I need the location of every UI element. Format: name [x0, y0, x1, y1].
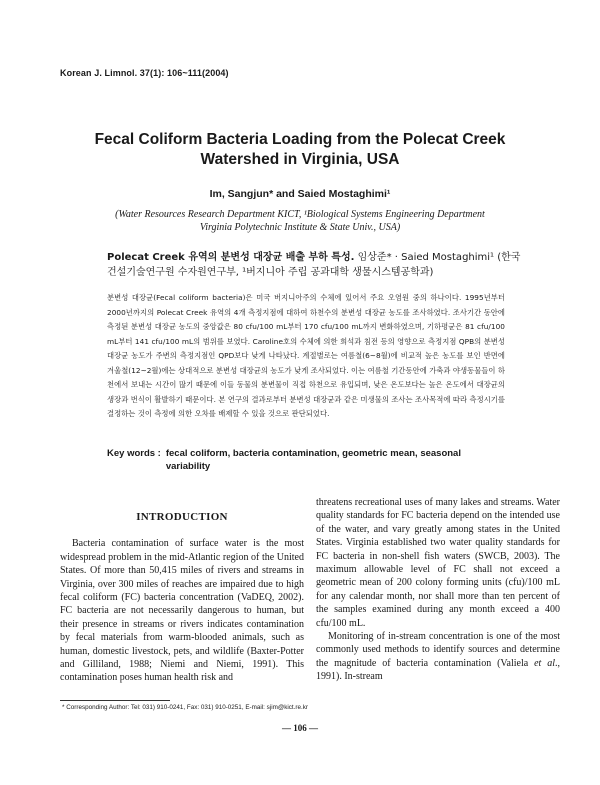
- keywords-text: fecal coliform, bacteria contamination, geometric mean, seasonal variability: [165, 448, 461, 472]
- korean-abstract: 분변성 대장균(Fecal coliform bacteria)은 미국 버지니아주의 수체에 있어서 주요 오염원 중의 하나이다. 1995년부터 2000년까지의 Polecat Creek 유역의 4개 측정지점에 대하여 하천수의 분변성 대장균 농도를 조사하였다. 조사기간 동안에 측정된 분변성 대장균 농도의 중앙값은 80 cfu/100 mL부터 170 cfu/100 mL까지 변화하였으며, 기하평균은 81 cfu/100 mL부터 141 cfu/100 mL의 범위를 보였다. Caroline호의 수체에 의한 희석과 침전 등의 영향으로 측정지점 QPB의 분변성 대장균 농도가 주변의 측정지점인 QPD보다 낮게 나타났다. 계절별로는 여름철(6~8월)에 비교적 높은 농도를 보인 반면에 겨울철(12~2월)에는 상대적으로 분변성 대장균의 농도가 낮게 조사되었다. 이는 여름철 기간동안에 가축과 야생동물들이 하천에서 보내는 시간이 많기 때문에 이들 동물의 분변물이 직접 하천으로 유입되며, 낮은 온도보다는 높은 온도에서 대장균의 생장과 번식이 활발하기 때문이다. 본 연구의 결과로부터 분변성 대장균과 같은 미생물의 조사는 조사목적에 따라 측정시기를 결정하는 것이 측정에 의한 오차를 배제할 수 있을 것으로 판단되었다.: [107, 293, 505, 418]
- section-heading-introduction: INTRODUCTION: [136, 511, 228, 523]
- title-line-2: Watershed in Virginia, USA: [200, 151, 400, 168]
- para2-etal: et al: [534, 657, 556, 669]
- keywords: [107, 447, 505, 473]
- para2-text: Monitoring of in-stream concentration is one of the most commonly used methods to identify sources and determine the magnitude of bacteria contamination (Valiela: [316, 631, 560, 669]
- para2-text-end: ., 1991). In-stream: [316, 657, 561, 683]
- affiliation-line-1: (Water Resources Research Department KICT, ¹Biological Systems Engineering Department: [115, 209, 485, 220]
- article-title: [60, 130, 540, 170]
- authors: Im, Sangjun* and Saied Mostaghimi¹: [209, 188, 391, 200]
- footnote-divider: [60, 700, 170, 701]
- korean-title-block: [107, 250, 527, 280]
- intro-paragraph-continued: threatens recreational uses of many lakes and streams. Water quality standards for FC bacteria depend on the intended use of the water, and vary greatly among states in the United States. Virginia established two water quality standards for FC bacteria in non-shell fish waters (SWCB, 2003). The maximum allowable level of FC shall not exceed a geometric mean of 200 colony forming units (cfu)/100 mL for any calendar month, nor shall more than ten percent of the samples examined during any month exceed a 400 cfu/100 mL.: [316, 497, 560, 629]
- korean-authors: 임상준* · Saied Mostaghimi¹ (한국건설기술연구원 수자원연구부, ¹버지니아 주립 공과대학 생물시스템공학과): [107, 252, 521, 278]
- korean-title: Polecat Creek 유역의 분변성 대장균 배출 부하 특성.: [107, 252, 355, 263]
- title-line-1: Fecal Coliform Bacteria Loading from the Polecat Creek: [94, 131, 506, 148]
- footnote: * Corresponding Author: Tel: 031) 910-0241, Fax: 031) 910-0251, E-mail: sjim@kict.re.kr: [62, 704, 309, 711]
- left-column: [60, 496, 304, 685]
- affiliation-line-2: Virginia Polytechnic Institute & State Univ., USA): [199, 222, 401, 233]
- affiliation: [60, 208, 540, 234]
- intro-paragraph-2: [316, 630, 560, 684]
- page-number: — 106 —: [282, 723, 318, 733]
- journal-citation: Korean J. Limnol. 37(1): 106~111(2004): [60, 68, 229, 78]
- keywords-label: Key words :: [107, 448, 161, 459]
- right-column: [316, 496, 560, 684]
- intro-paragraph-1: Bacteria contamination of surface water is the most widespread problem in the mid-Atlantic region of the United States. Of more than 50,415 miles of rivers and streams in Virginia, over 300 miles of reaches are impaired due to high fecal coliform (FC) bacteria concentration (VaDEQ, 2002). FC bacteria are not necessarily dangerous to human, but their presence in streams or rivers indicates contamination by fecal materials from warm-blooded animals, such as human, domestic livestock, pets, and wildlife (Baxter-Potter and Gilliland, 1988; Niemi and Niemi, 1991). This contamination poses human health risk and: [60, 538, 304, 684]
